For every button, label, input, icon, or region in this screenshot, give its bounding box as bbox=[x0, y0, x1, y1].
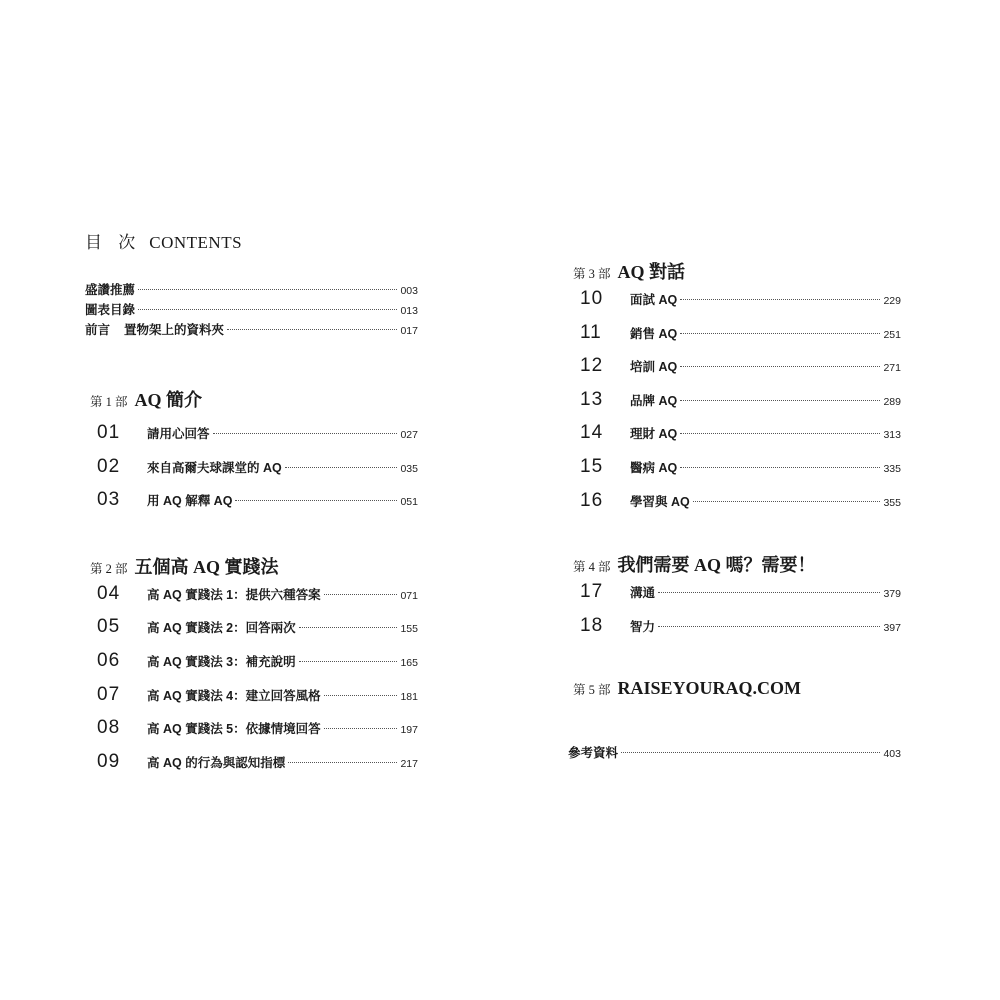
toc-entry-chapter[interactable] bbox=[85, 717, 418, 751]
toc-entry-chapter[interactable] bbox=[568, 490, 901, 524]
chapter-number: 14 bbox=[580, 422, 604, 444]
chapter-label: 高 AQ 實踐法 3：補充說明 bbox=[147, 654, 296, 669]
page-number: 379 bbox=[883, 588, 901, 601]
leader-dots bbox=[680, 366, 880, 367]
toc-title-cjk: 目 次 bbox=[85, 233, 142, 252]
page-number: 027 bbox=[400, 429, 418, 441]
toc-entry-chapter[interactable] bbox=[85, 456, 418, 490]
page-number: 403 bbox=[883, 748, 901, 761]
part-number: 第 4 部 bbox=[573, 560, 611, 575]
leader-dots bbox=[680, 299, 880, 300]
toc-entry-chapter[interactable] bbox=[85, 650, 418, 684]
entry-label: 圖表目錄 bbox=[85, 303, 136, 317]
chapter-number: 05 bbox=[97, 616, 121, 638]
leader-dots bbox=[299, 627, 398, 628]
chapter-label: 銷售 AQ bbox=[630, 326, 678, 341]
page-number: 289 bbox=[883, 395, 901, 408]
page-number: 229 bbox=[883, 295, 901, 307]
toc-entry-chapter[interactable] bbox=[85, 684, 418, 718]
toc-entry-chapter[interactable] bbox=[568, 615, 901, 649]
chapter-label: 品牌 AQ bbox=[630, 393, 678, 408]
leader-dots bbox=[658, 592, 880, 593]
page-number: 165 bbox=[400, 656, 418, 669]
toc-entry-chapter[interactable] bbox=[85, 616, 418, 650]
page-number: 251 bbox=[883, 328, 901, 341]
leader-dots bbox=[324, 728, 398, 729]
page-number: 217 bbox=[400, 757, 418, 770]
chapter-label: 來自高爾夫球課堂的 AQ bbox=[147, 460, 282, 475]
page-number: 051 bbox=[400, 496, 418, 509]
toc-right-column bbox=[568, 258, 901, 763]
chapter-label: 智力 bbox=[630, 619, 656, 634]
toc-entry-chapter[interactable] bbox=[568, 581, 901, 615]
chapter-number: 13 bbox=[580, 388, 604, 410]
chapter-label: 面試 AQ bbox=[630, 293, 678, 307]
leader-dots bbox=[227, 329, 397, 330]
toc-entry-chapter[interactable] bbox=[568, 322, 901, 356]
part-title: 我們需要 AQ 嗎？需要！ bbox=[617, 555, 816, 576]
toc-entry-front-matter[interactable] bbox=[85, 300, 418, 320]
part-number: 第 5 部 bbox=[573, 683, 611, 698]
chapter-number: 09 bbox=[97, 750, 121, 772]
toc-entry-chapter[interactable] bbox=[568, 389, 901, 423]
page-number: 397 bbox=[883, 621, 901, 634]
chapter-number: 08 bbox=[97, 717, 121, 739]
page-number: 313 bbox=[883, 429, 901, 442]
leader-dots bbox=[213, 433, 398, 434]
entry-label: 參考資料 bbox=[568, 746, 619, 761]
chapter-number: 06 bbox=[97, 649, 121, 671]
leader-dots bbox=[621, 752, 880, 753]
toc-entry-chapter[interactable] bbox=[85, 489, 418, 523]
part-heading[interactable] bbox=[568, 258, 901, 284]
toc-entry-front-matter[interactable] bbox=[85, 280, 418, 300]
toc-title bbox=[85, 228, 242, 253]
leader-dots bbox=[138, 289, 397, 290]
toc-entry-chapter[interactable] bbox=[85, 751, 418, 785]
leader-dots bbox=[680, 433, 880, 434]
page-number: 197 bbox=[400, 724, 418, 737]
leader-dots bbox=[138, 309, 397, 310]
chapter-number: 02 bbox=[97, 455, 121, 477]
toc-entry-references[interactable] bbox=[568, 743, 901, 763]
chapter-label: 高 AQ 的行為與認知指標 bbox=[147, 755, 286, 770]
toc-entry-front-matter[interactable] bbox=[85, 320, 418, 340]
leader-dots bbox=[299, 661, 398, 662]
part-heading[interactable] bbox=[85, 553, 418, 579]
chapter-number: 04 bbox=[97, 582, 121, 604]
page-number: 271 bbox=[883, 362, 901, 375]
chapter-label: 用 AQ 解釋 AQ bbox=[147, 494, 233, 509]
part-title: 五個高 AQ 實踐法 bbox=[134, 556, 279, 577]
leader-dots bbox=[235, 500, 397, 501]
toc-entry-chapter[interactable] bbox=[85, 422, 418, 456]
part-number: 第 3 部 bbox=[573, 267, 611, 281]
chapter-label: 溝通 bbox=[630, 586, 656, 601]
chapter-number: 10 bbox=[580, 288, 604, 309]
chapter-label: 高 AQ 實踐法 4：建立回答風格 bbox=[147, 688, 321, 703]
part-number: 第 1 部 bbox=[90, 395, 128, 409]
chapter-label: 高 AQ 實踐法 1：提供六種答案 bbox=[147, 587, 321, 602]
part-title: AQ 簡介 bbox=[134, 390, 203, 410]
leader-dots bbox=[680, 400, 880, 401]
page-number: 335 bbox=[883, 462, 901, 475]
part-heading[interactable] bbox=[85, 386, 418, 412]
part-number: 第 2 部 bbox=[90, 561, 128, 576]
entry-label bbox=[85, 320, 224, 338]
entry-label: 盛讚推薦 bbox=[85, 283, 136, 297]
page-number: 155 bbox=[400, 623, 418, 636]
leader-dots bbox=[285, 467, 398, 468]
toc-entry-chapter[interactable] bbox=[568, 456, 901, 490]
page-number: 013 bbox=[400, 305, 418, 317]
leader-dots bbox=[693, 501, 881, 502]
chapter-label: 請用心回答 bbox=[147, 427, 210, 441]
page-number: 017 bbox=[400, 325, 418, 337]
chapter-number: 15 bbox=[580, 455, 604, 477]
chapter-number: 03 bbox=[97, 489, 121, 511]
part-title: AQ 對話 bbox=[617, 262, 686, 282]
page-number: 071 bbox=[400, 589, 418, 602]
toc-entry-chapter[interactable] bbox=[568, 422, 901, 456]
page-number: 035 bbox=[400, 462, 418, 475]
leader-dots bbox=[288, 762, 397, 763]
entry-label-prefix: 前言 bbox=[85, 323, 111, 337]
leader-dots bbox=[658, 626, 880, 627]
page-number: 355 bbox=[883, 496, 901, 509]
toc-entry-chapter[interactable] bbox=[568, 355, 901, 389]
entry-label-main: 置物架上的資料夾 bbox=[124, 323, 225, 337]
leader-dots bbox=[324, 594, 398, 595]
part-heading[interactable] bbox=[568, 678, 901, 699]
chapter-label: 高 AQ 實踐法 5：依據情境回答 bbox=[147, 722, 321, 737]
toc-title-en: CONTENTS bbox=[149, 233, 243, 252]
chapter-label: 培訓 AQ bbox=[630, 360, 678, 375]
chapter-number: 18 bbox=[580, 614, 604, 636]
chapter-label: 學習與 AQ bbox=[630, 494, 690, 509]
part-title: RAISEYOURAQ.COM bbox=[617, 678, 802, 699]
chapter-label: 醫病 AQ bbox=[630, 460, 678, 475]
toc-entry-chapter[interactable] bbox=[568, 288, 901, 322]
chapter-number: 07 bbox=[97, 683, 121, 705]
page-number: 181 bbox=[400, 690, 418, 703]
chapter-number: 01 bbox=[97, 422, 121, 443]
toc-entry-chapter[interactable] bbox=[85, 583, 418, 617]
chapter-number: 17 bbox=[580, 581, 604, 603]
leader-dots bbox=[680, 467, 880, 468]
page-number: 003 bbox=[400, 285, 418, 297]
part-heading[interactable] bbox=[568, 551, 901, 577]
leader-dots bbox=[324, 695, 398, 696]
chapter-label: 高 AQ 實踐法 2：回答兩次 bbox=[147, 621, 296, 636]
chapter-number: 16 bbox=[580, 489, 604, 511]
chapter-label: 理財 AQ bbox=[630, 427, 678, 442]
leader-dots bbox=[680, 333, 880, 334]
chapter-number: 12 bbox=[580, 355, 604, 377]
toc-left-column bbox=[85, 280, 418, 784]
chapter-number: 11 bbox=[580, 321, 602, 343]
